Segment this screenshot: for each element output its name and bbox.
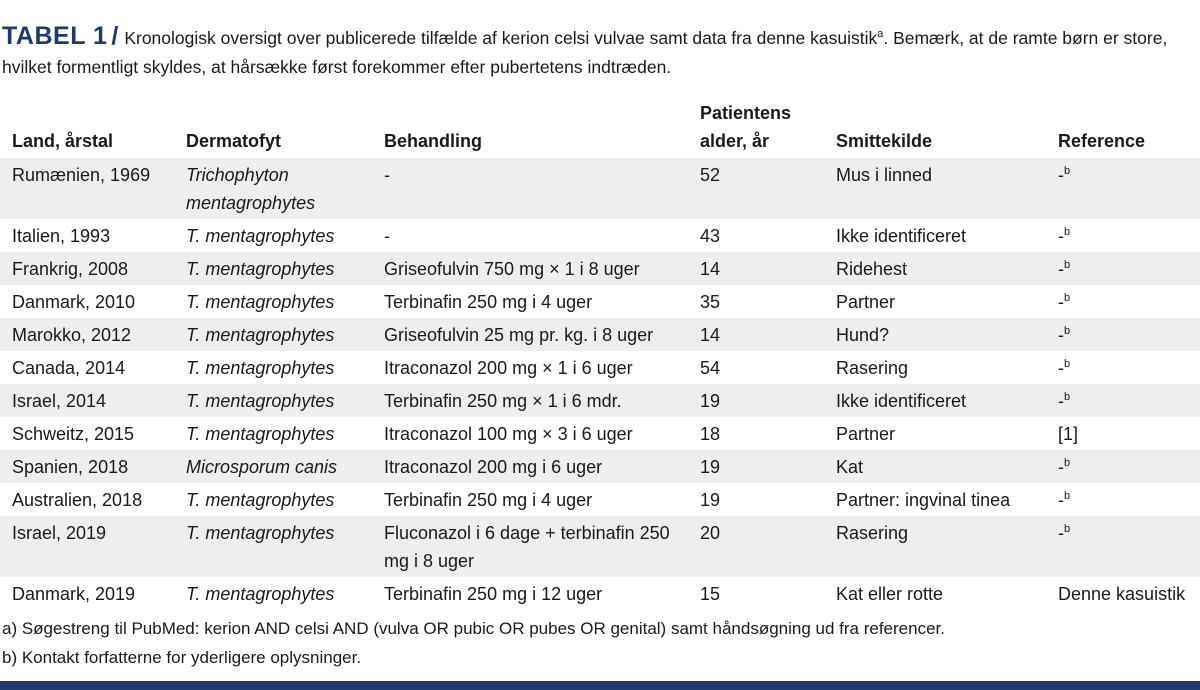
cell-reference	[1046, 450, 1200, 483]
cell-reference	[1046, 252, 1200, 285]
cell-smittekilde: Partner	[824, 285, 1046, 318]
cell-alder: 15	[688, 577, 824, 610]
caption-text: Kronologisk oversigt over publicerede tilfælde af kerion celsi vulvae samt data fra denne kasuistik	[124, 28, 878, 48]
table-row	[0, 219, 1200, 252]
cell-smittekilde: Kat	[824, 450, 1046, 483]
cell-dermatofyt: T. mentagrophytes	[174, 318, 372, 351]
cell-smittekilde: Rasering	[824, 516, 1046, 577]
table-row	[0, 252, 1200, 285]
cell-behandling: -	[372, 158, 688, 219]
cell-dermatofyt: T. mentagrophytes	[174, 577, 372, 610]
cell-smittekilde: Rasering	[824, 351, 1046, 384]
cell-behandling: Terbinafin 250 mg i 12 uger	[372, 577, 688, 610]
reference-footnote-marker: b	[1064, 523, 1071, 535]
cell-reference	[1046, 219, 1200, 252]
cell-smittekilde: Ikke identificeret	[824, 384, 1046, 417]
cell-land: Danmark, 2010	[0, 285, 174, 318]
cell-dermatofyt: T. mentagrophytes	[174, 219, 372, 252]
footnote-b: b) Kontakt forfatterne for yderligere oplysninger.	[2, 648, 362, 667]
cell-reference	[1046, 417, 1200, 450]
cell-reference	[1046, 285, 1200, 318]
cell-alder: 52	[688, 158, 824, 219]
cell-behandling: Griseofulvin 25 mg pr. kg. i 8 uger	[372, 318, 688, 351]
cell-smittekilde: Partner	[824, 417, 1046, 450]
table-row	[0, 417, 1200, 450]
reference-footnote-marker: b	[1064, 358, 1071, 370]
header-dermatofyt: Dermatofyt	[186, 131, 282, 151]
footnotes	[2, 614, 945, 672]
reference-text: -	[1058, 259, 1064, 279]
cell-smittekilde: Kat eller rotte	[824, 577, 1046, 610]
cell-reference	[1046, 158, 1200, 219]
cell-behandling: -	[372, 219, 688, 252]
cell-behandling: Terbinafin 250 mg × 1 i 6 mdr.	[372, 384, 688, 417]
cell-alder: 35	[688, 285, 824, 318]
cell-alder: 19	[688, 483, 824, 516]
cell-land: Italien, 1993	[0, 219, 174, 252]
reference-text: -	[1058, 292, 1064, 312]
cell-dermatofyt: T. mentagrophytes	[174, 483, 372, 516]
table-row	[0, 285, 1200, 318]
cell-dermatofyt: T. mentagrophytes	[174, 351, 372, 384]
reference-text: Denne kasuistik	[1058, 584, 1186, 604]
cell-alder: 18	[688, 417, 824, 450]
cell-land: Israel, 2019	[0, 516, 174, 577]
reference-text: -	[1058, 391, 1064, 411]
cell-alder: 19	[688, 384, 824, 417]
cell-alder: 43	[688, 219, 824, 252]
header-behandling: Behandling	[384, 131, 482, 151]
reference-footnote-marker: b	[1064, 226, 1071, 238]
cell-alder: 54	[688, 351, 824, 384]
cell-reference	[1046, 577, 1200, 610]
reference-text: -	[1058, 325, 1064, 345]
cell-dermatofyt: Microsporum canis	[174, 450, 372, 483]
cell-land: Rumænien, 1969	[0, 158, 174, 219]
bottom-rule	[0, 681, 1200, 690]
reference-footnote-marker: b	[1064, 457, 1071, 469]
reference-text: -	[1058, 358, 1064, 378]
table-body	[0, 158, 1200, 610]
table-row	[0, 516, 1200, 577]
caption-footnote-marker: a	[877, 28, 884, 41]
cell-reference	[1046, 318, 1200, 351]
cell-smittekilde: Ikke identificeret	[824, 219, 1046, 252]
table-row	[0, 483, 1200, 516]
cell-land: Canada, 2014	[0, 351, 174, 384]
cell-alder: 19	[688, 450, 824, 483]
table-row	[0, 351, 1200, 384]
table-row	[0, 577, 1200, 610]
cell-behandling: Griseofulvin 750 mg × 1 i 8 uger	[372, 252, 688, 285]
table-row	[0, 450, 1200, 483]
reference-footnote-marker: b	[1064, 292, 1071, 304]
cell-reference	[1046, 483, 1200, 516]
cell-behandling: Itraconazol 200 mg × 1 i 6 uger	[372, 351, 688, 384]
caption-separator: /	[111, 22, 119, 50]
cell-behandling: Terbinafin 250 mg i 4 uger	[372, 285, 688, 318]
caption-text-cont: . Bemærk, at de ramte børn er store, hvilket formentligt skyldes, at hårsække først forekommer efter pubertetens indtræden.	[2, 28, 1168, 77]
cell-land: Israel, 2014	[0, 384, 174, 417]
header-alder: Patientens alder, år	[700, 103, 792, 151]
cell-reference	[1046, 384, 1200, 417]
reference-footnote-marker: b	[1064, 391, 1071, 403]
cell-land: Schweitz, 2015	[0, 417, 174, 450]
cell-dermatofyt: T. mentagrophytes	[174, 384, 372, 417]
cell-dermatofyt: Trichophyton mentagrophytes	[174, 158, 372, 219]
cell-behandling: Fluconazol i 6 dage + terbinafin 250 mg i 8 uger	[372, 516, 688, 577]
header-smittekilde: Smittekilde	[836, 131, 933, 151]
table-caption	[2, 22, 1198, 82]
footnote-a: a) Søgestreng til PubMed: kerion AND celsi AND (vulva OR pubic OR pubes OR genital) samt håndsøgning ud fra referencer.	[2, 619, 945, 638]
reference-footnote-marker: b	[1064, 259, 1071, 271]
reference-text: -	[1058, 490, 1064, 510]
cell-reference	[1046, 351, 1200, 384]
cell-alder: 20	[688, 516, 824, 577]
cell-land: Frankrig, 2008	[0, 252, 174, 285]
cell-behandling: Itraconazol 100 mg × 3 i 6 uger	[372, 417, 688, 450]
reference-text: -	[1058, 523, 1064, 543]
cell-dermatofyt: T. mentagrophytes	[174, 516, 372, 577]
cell-smittekilde: Hund?	[824, 318, 1046, 351]
cell-alder: 14	[688, 318, 824, 351]
data-table	[0, 97, 1200, 610]
cell-behandling: Terbinafin 250 mg i 4 uger	[372, 483, 688, 516]
cell-land: Spanien, 2018	[0, 450, 174, 483]
header-reference: Reference	[1058, 131, 1146, 151]
cell-reference	[1046, 516, 1200, 577]
reference-text: -	[1058, 165, 1064, 185]
reference-text: -	[1058, 457, 1064, 477]
table-label: TABEL 1	[2, 22, 108, 50]
cell-alder: 14	[688, 252, 824, 285]
reference-text: [1]	[1058, 424, 1079, 444]
table-row	[0, 158, 1200, 219]
table-row	[0, 318, 1200, 351]
cell-smittekilde: Mus i linned	[824, 158, 1046, 219]
cell-smittekilde: Partner: ingvinal tinea	[824, 483, 1046, 516]
cell-land: Danmark, 2019	[0, 577, 174, 610]
reference-text: -	[1058, 226, 1064, 246]
cell-dermatofyt: T. mentagrophytes	[174, 252, 372, 285]
cell-behandling: Itraconazol 200 mg i 6 uger	[372, 450, 688, 483]
table-row	[0, 384, 1200, 417]
cell-dermatofyt: T. mentagrophytes	[174, 285, 372, 318]
reference-footnote-marker: b	[1064, 490, 1071, 502]
cell-land: Australien, 2018	[0, 483, 174, 516]
reference-footnote-marker: b	[1064, 165, 1071, 177]
header-land: Land, årstal	[12, 131, 114, 151]
cell-land: Marokko, 2012	[0, 318, 174, 351]
reference-footnote-marker: b	[1064, 325, 1071, 337]
cell-dermatofyt: T. mentagrophytes	[174, 417, 372, 450]
cell-smittekilde: Ridehest	[824, 252, 1046, 285]
table-header-row	[0, 97, 1200, 158]
